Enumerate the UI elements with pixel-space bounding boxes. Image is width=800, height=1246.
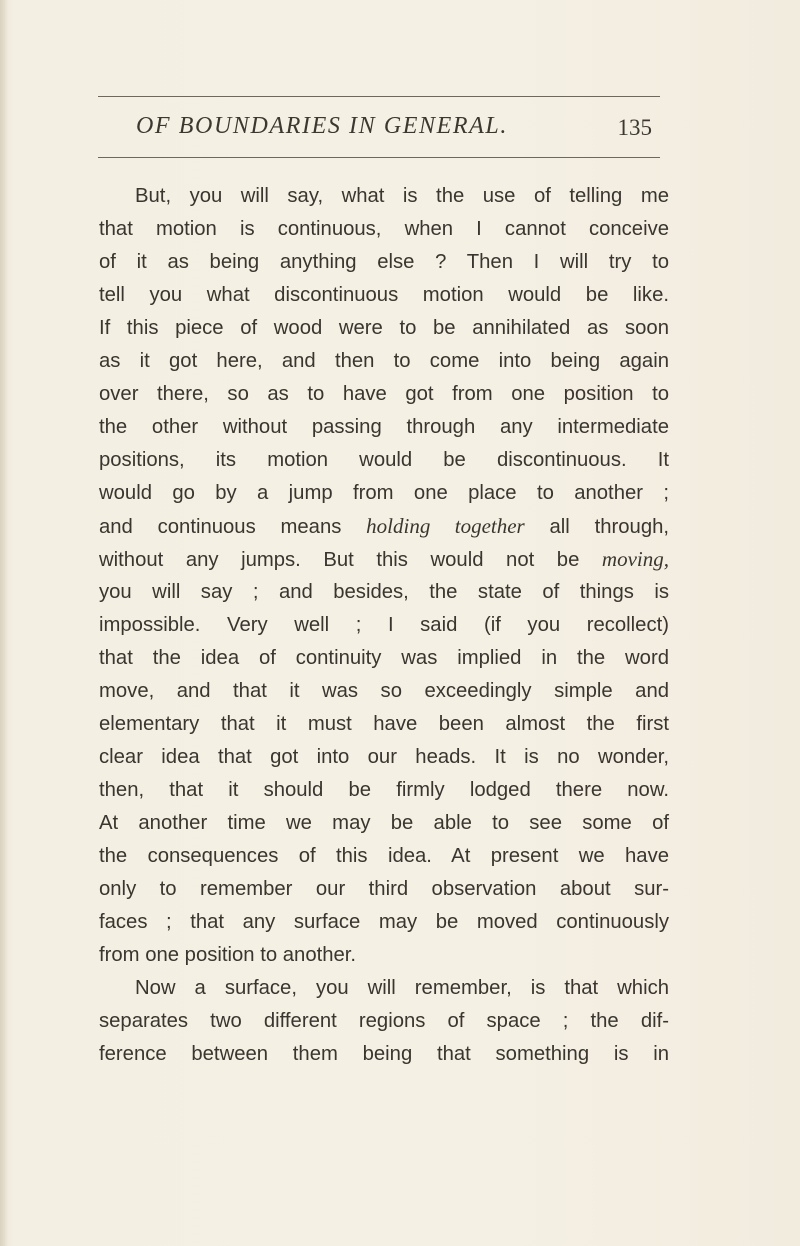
- text-segment: without any jumps. But this would not be: [99, 549, 602, 571]
- text-line: as it got here, and then to come into being again: [99, 350, 669, 372]
- body-text: [99, 180, 669, 1071]
- page-edge-shadow: [0, 0, 8, 1246]
- text-line: that the idea of continuity was implied in the word: [99, 647, 669, 669]
- text-line: faces ; that any surface may be moved continuously: [99, 911, 669, 933]
- text-line: Now a surface, you will remember, is that which: [135, 977, 669, 999]
- text-line: from one position to another.: [99, 944, 357, 966]
- page-number: 135: [617, 115, 652, 140]
- text-line: would go by a jump from one place to another ;: [99, 482, 669, 504]
- italic-phrase: holding together: [366, 514, 525, 538]
- text-line: the consequences of this idea. At present we have: [99, 845, 669, 867]
- text-line: over there, so as to have got from one position to: [99, 383, 669, 405]
- text-line: But, you will say, what is the use of telling me: [135, 185, 669, 207]
- text-line: clear idea that got into our heads. It is no wonder,: [99, 746, 669, 768]
- text-line: impossible. Very well ; I said (if you recollect): [99, 614, 669, 636]
- text-line: the other without passing through any intermediate: [99, 416, 669, 438]
- running-head: [136, 113, 660, 147]
- text-line: move, and that it was so exceedingly simple and: [99, 680, 669, 702]
- text-line: you will say ; and besides, the state of things is: [99, 581, 669, 603]
- text-line: then, that it should be firmly lodged there now.: [99, 779, 669, 801]
- header-rule-bottom: [98, 157, 660, 158]
- text-line: tell you what discontinuous motion would be like.: [99, 284, 669, 306]
- running-title: OF BOUNDARIES IN GENERAL.: [136, 113, 508, 139]
- italic-phrase: moving,: [601, 547, 669, 571]
- header-rule-top: [98, 96, 660, 97]
- text-line: that motion is continuous, when I cannot conceive: [99, 218, 669, 240]
- text-line: only to remember our third observation about sur-: [99, 878, 669, 900]
- text-line: If this piece of wood were to be annihilated as soon: [99, 317, 669, 339]
- text-line: elementary that it must have been almost the first: [99, 713, 669, 735]
- text-segment: and continuous means: [99, 516, 367, 538]
- text-line: [99, 510, 669, 543]
- text-line: positions, its motion would be discontinuous. It: [99, 449, 669, 471]
- text-line: ference between them being that something is in: [99, 1043, 669, 1065]
- text-line: separates two different regions of space ; the dif-: [99, 1010, 669, 1032]
- text-line: [99, 543, 669, 576]
- text-line: At another time we may be able to see some of: [99, 812, 669, 834]
- text-line: of it as being anything else ? Then I will try to: [99, 251, 669, 273]
- text-segment: all through,: [524, 516, 670, 538]
